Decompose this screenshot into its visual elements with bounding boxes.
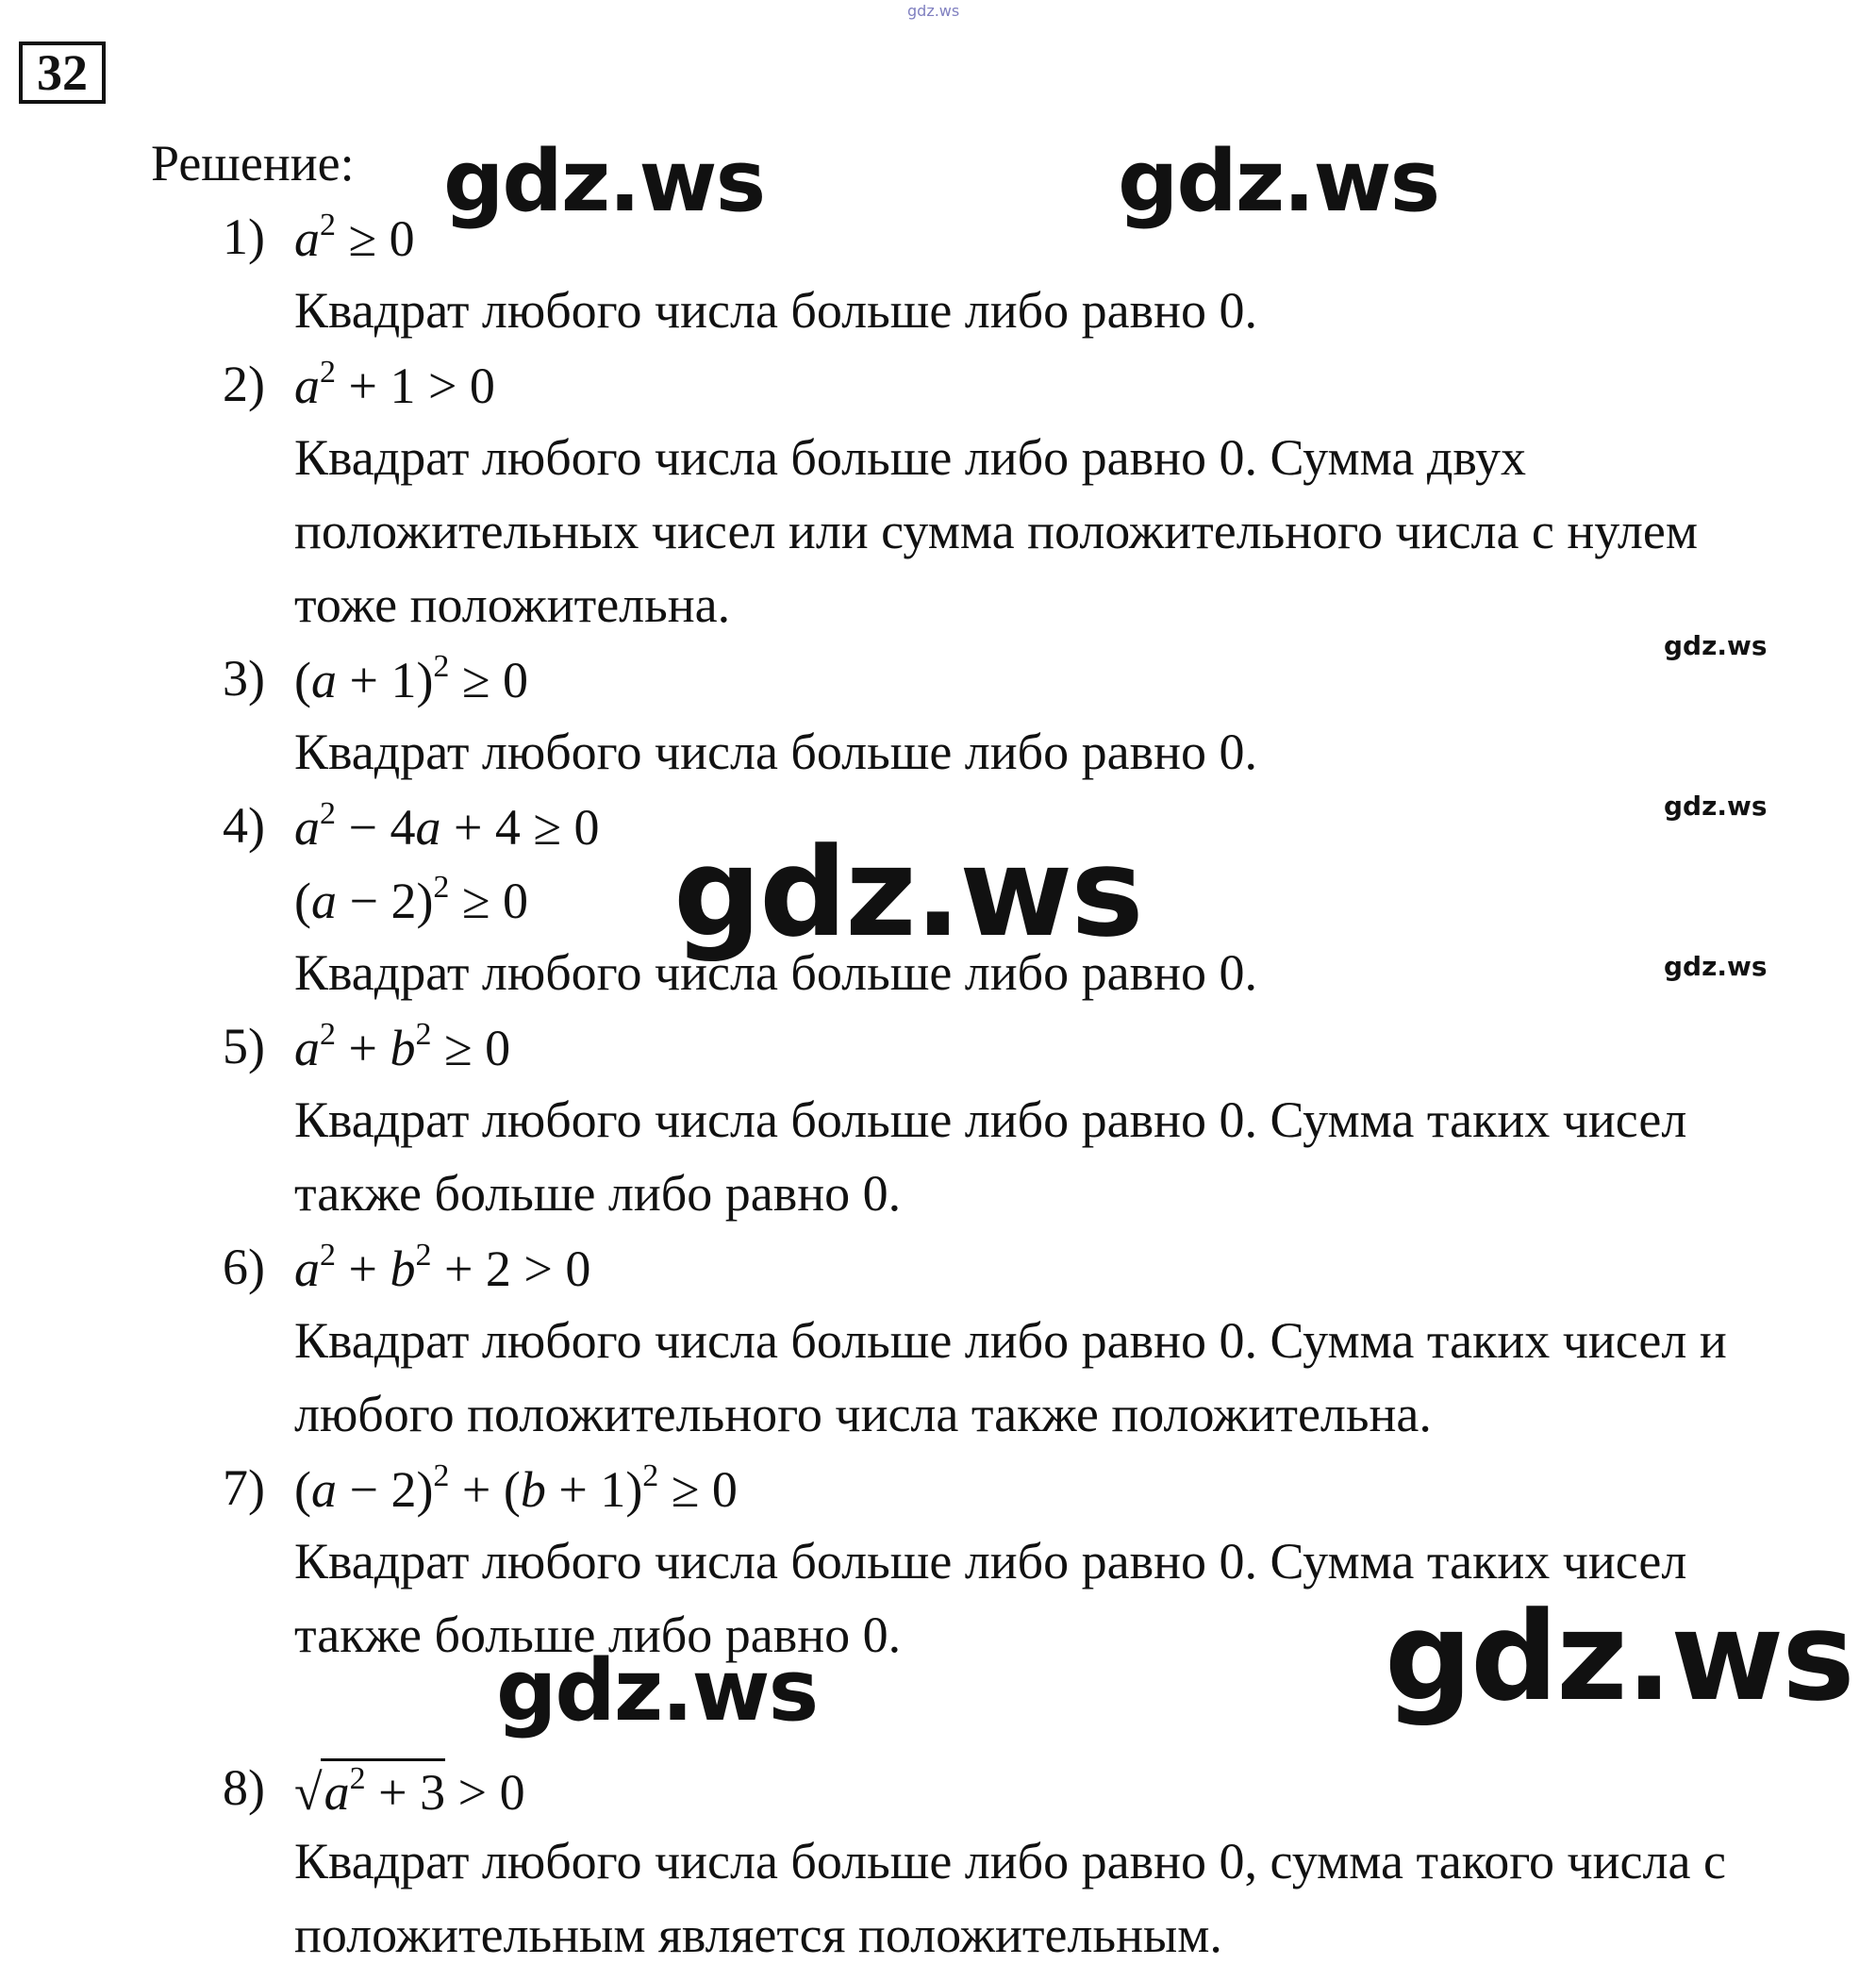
watermark-4: gdz.ws <box>1664 791 1768 822</box>
item-8-explanation-line-2: положительным является положительным. <box>294 1906 1222 1963</box>
item-3-explanation: Квадрат любого числа больше либо равно 0. <box>294 724 1257 780</box>
watermark-2: gdz.ws <box>1118 132 1439 231</box>
watermark-3: gdz.ws <box>1664 630 1768 661</box>
item-3-expression: $(a + 1)^2 \ge 0$ <box>294 649 529 708</box>
watermark-7: gdz.ws <box>1385 1585 1853 1728</box>
solution-heading: Решение: <box>151 135 355 191</box>
item-6-explanation-line-2: любого положительного числа также положительна. <box>294 1386 1432 1442</box>
item-7-explanation-line-1: Квадрат любого числа больше либо равно 0. Сумма таких чисел <box>294 1533 1687 1590</box>
item-2-explanation-line-3: тоже положительна. <box>294 576 731 633</box>
item-4-marker: 4) <box>223 797 265 854</box>
item-2-marker: 2) <box>223 356 265 412</box>
item-8-explanation-line-1: Квадрат любого числа больше либо равно 0, сумма такого числа с <box>294 1833 1726 1889</box>
watermark-5: gdz.ws <box>1664 951 1768 982</box>
item-4-explanation: Квадрат любого числа больше либо равно 0. <box>294 944 1257 1001</box>
item-6-marker: 6) <box>223 1239 265 1295</box>
item-1-expression: $a^2 \ge 0$ <box>294 208 415 267</box>
item-8-expression: $√a^2 + 3 > 0$ <box>294 1758 525 1822</box>
item-7-expression: $(a - 2)^2 + (b + 1)^2 \ge 0$ <box>294 1458 738 1518</box>
item-7-marker: 7) <box>223 1459 265 1516</box>
item-6-explanation-line-1: Квадрат любого числа больше либо равно 0. Сумма таких чисел и <box>294 1312 1727 1369</box>
item-2-expression: $a^2 + 1 > 0$ <box>294 355 495 414</box>
task-number-box: 32 <box>19 42 106 104</box>
item-4-expression: $a^2 - 4a + 4 \ge 0$ <box>294 796 600 856</box>
item-2-explanation-line-2: положительных чисел или сумма положительного числа с нулем <box>294 503 1699 559</box>
watermark-6: gdz.ws <box>673 821 1142 964</box>
item-5-explanation-line-2: также больше либо равно 0. <box>294 1165 902 1222</box>
item-5-expression: $a^2 + b^2 \ge 0$ <box>294 1017 511 1076</box>
item-3-marker: 3) <box>223 650 265 707</box>
item-5-explanation-line-1: Квадрат любого числа больше либо равно 0. Сумма таких чисел <box>294 1091 1687 1148</box>
item-5-marker: 5) <box>223 1018 265 1074</box>
watermark-top: gdz.ws <box>907 2 960 20</box>
item-2-explanation-line-1: Квадрат любого числа больше либо равно 0. Сумма двух <box>294 429 1527 486</box>
item-8-marker: 8) <box>223 1759 265 1816</box>
watermark-8: gdz.ws <box>496 1641 818 1740</box>
item-1-marker: 1) <box>223 208 265 265</box>
watermark-1: gdz.ws <box>443 132 765 231</box>
item-6-expression: $a^2 + b^2 + 2 > 0$ <box>294 1238 591 1297</box>
item-7-explanation-line-2: также больше либо равно 0. <box>294 1606 902 1663</box>
item-1-explanation: Квадрат любого числа больше либо равно 0. <box>294 282 1257 339</box>
item-4-expression-2: $(a - 2)^2 \ge 0$ <box>294 870 529 929</box>
